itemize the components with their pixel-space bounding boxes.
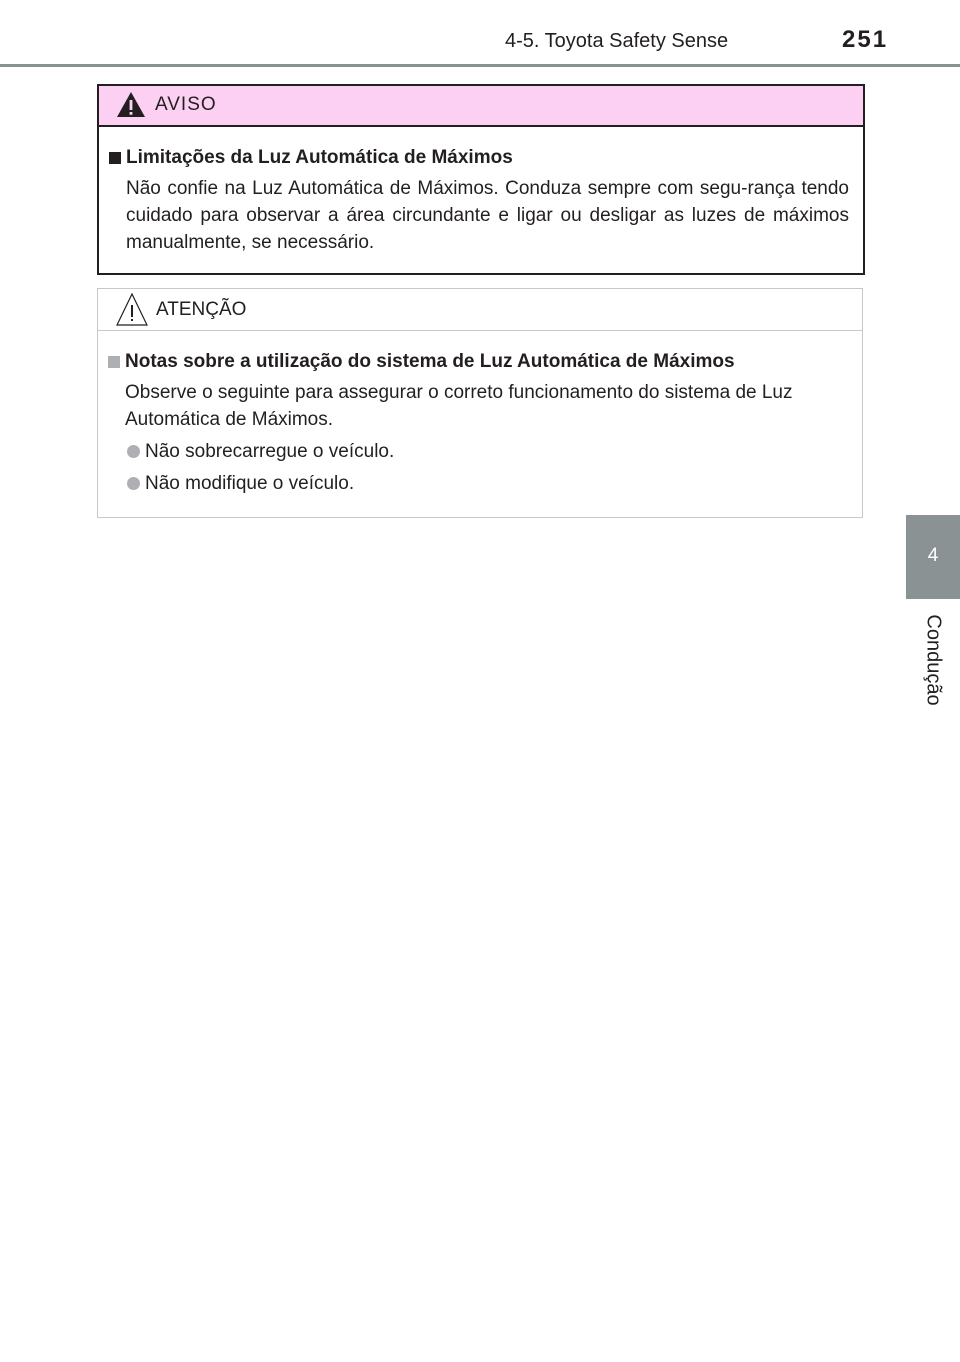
warning-item-title-text: Limitações da Luz Automática de Máximos: [126, 147, 513, 168]
bullet-dot-icon: [127, 445, 140, 458]
caution-item-title-text: Notas sobre a utilização do sistema de Luz Automática de Máximos: [125, 351, 735, 372]
header-divider: [0, 64, 960, 67]
caution-body: [98, 331, 862, 497]
chapter-tab: [906, 515, 960, 599]
list-item-text: Não sobrecarregue o veículo.: [145, 441, 395, 462]
warning-body: [99, 127, 863, 256]
list-item: [107, 470, 848, 497]
caution-item-title: [107, 349, 848, 375]
caution-item-text: Observe o seguinte para assegurar o correto funcionamento do sistema de Luz Automática de Máximos.: [125, 382, 793, 430]
caution-triangle-icon: [115, 292, 149, 327]
caution-box: [97, 288, 863, 518]
warning-triangle-icon: [116, 91, 146, 118]
caution-header: [98, 289, 862, 331]
warning-item-text: Não confie na Luz Automática de Máximos. Conduza sempre com segu-rança tendo cuidado para observar a área circundante e ligar ou desligar as luzes de máximos manualmente, se necessário.: [126, 178, 849, 253]
page-number: 251: [842, 26, 889, 53]
chapter-label: Condução: [922, 614, 945, 706]
square-bullet-icon: [109, 152, 121, 164]
list-item-text: Não modifique o veículo.: [145, 473, 355, 494]
section-title: 4-5. Toyota Safety Sense: [505, 30, 729, 52]
square-bullet-icon: [108, 356, 120, 368]
chapter-number: 4: [927, 545, 939, 566]
caution-title: ATENÇÃO: [156, 299, 247, 320]
warning-header: [99, 86, 863, 127]
warning-box: [97, 84, 865, 275]
warning-item-title: [108, 145, 849, 171]
bullet-dot-icon: [127, 477, 140, 490]
list-item: [107, 438, 848, 465]
warning-title: AVISO: [155, 94, 217, 115]
